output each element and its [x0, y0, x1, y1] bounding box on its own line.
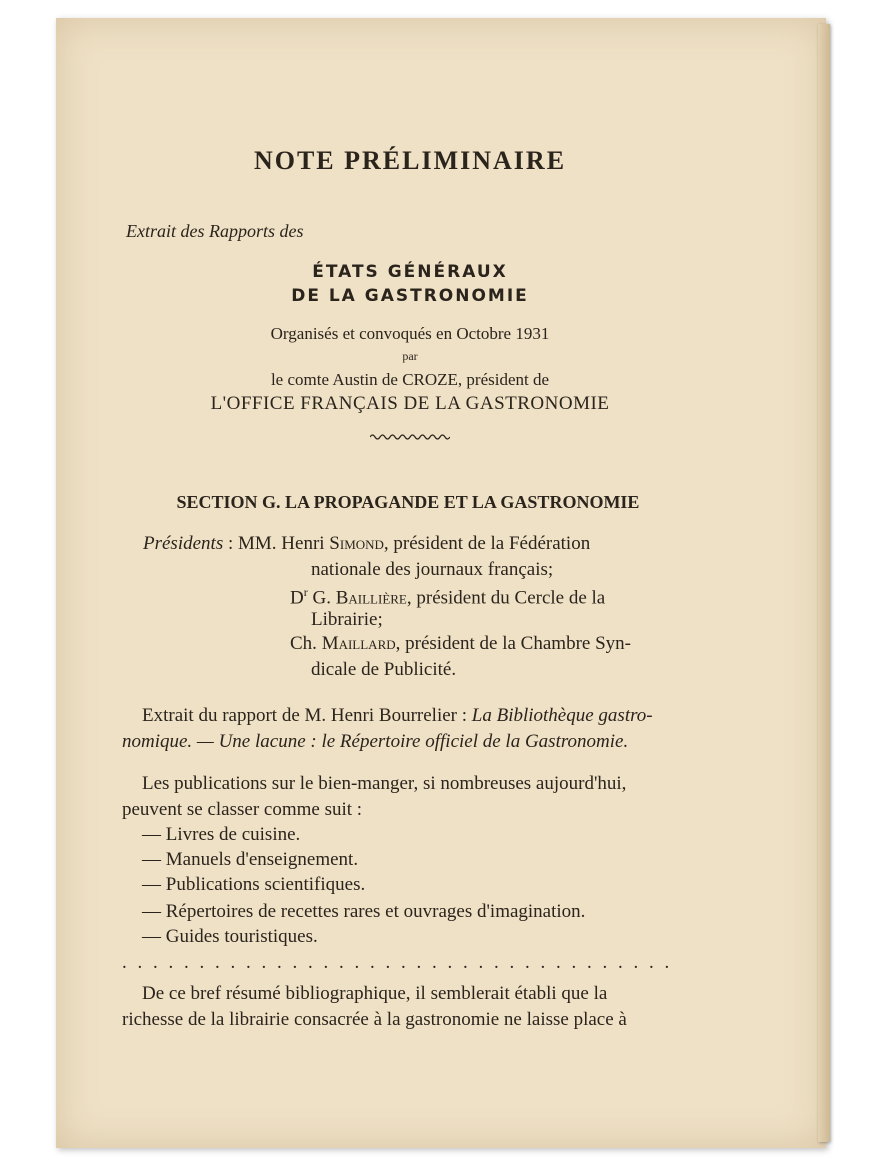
publications-intro-line1: Les publications sur le bien-manger, si nombreuses aujourd'hui, [142, 773, 627, 794]
paper-edge [818, 24, 830, 1142]
rapport-line1 [142, 705, 653, 727]
list-item: — Guides touristiques. [142, 926, 318, 947]
p2-rest: , président du Cercle de la [406, 587, 606, 609]
list-item: — Manuels d'enseignement. [142, 849, 359, 870]
rapport-line2-a: nomique. — Une lacune : [122, 731, 322, 752]
president-3-line1 [290, 633, 631, 655]
etats-generaux-line2: DE LA GASTRONOMIE [291, 286, 529, 306]
p1-name: Simond [329, 533, 384, 554]
rapport-line1-italic: La Bibliothèque gastro- [471, 705, 653, 726]
organises-line: Organisés et convoqués en Octobre 1931 [270, 324, 550, 343]
p2-name: Baillière [335, 587, 407, 609]
paper-page [56, 18, 826, 1148]
president-1-line1 [143, 533, 590, 555]
rapport-line2 [122, 731, 628, 753]
president-3-line2: dicale de Publicité. [311, 659, 457, 680]
p1-prefix: : MM. Henri [223, 533, 330, 554]
president-2-line2: Librairie; [311, 609, 383, 630]
ellipsis-dotted-line: . . . . . . . . . . . . . . . . . . . . . . . . . . . . . . . . . . . . [122, 952, 673, 973]
p1-rest: , président de la Fédération [383, 533, 591, 554]
list-item: — Livres de cuisine. [142, 824, 301, 845]
p3-name: Maillard [321, 633, 396, 654]
section-heading: SECTION G. LA PROPAGANDE ET LA GASTRONOMIE [176, 492, 640, 512]
p2-initial: G. [307, 587, 336, 609]
par-line: par [402, 349, 418, 363]
conclusion-line1: De ce bref résumé bibliographique, il semblerait établi que la [142, 983, 608, 1004]
p2-prefix: D [290, 587, 304, 609]
list-item: — Répertoires de recettes rares et ouvrages d'imagination. [142, 901, 586, 922]
list-item: — Publications scientifiques. [142, 874, 366, 895]
wavy-divider-ornament [370, 432, 450, 442]
president-2-line1 [290, 585, 605, 609]
comte-line: le comte Austin de CROZE, président de [270, 370, 550, 389]
conclusion-line2: richesse de la librairie consacrée à la gastronomie ne laisse place à [122, 1009, 627, 1030]
presidents-label: Présidents [143, 533, 224, 554]
p3-rest: , président de la Chambre Syn- [395, 633, 631, 654]
president-1-line2: nationale des journaux français; [311, 559, 554, 580]
p3-prefix: Ch. [290, 633, 322, 654]
publications-intro-line2: peuvent se classer comme suit : [122, 799, 363, 820]
etats-generaux-line1: ÉTATS GÉNÉRAUX [312, 262, 508, 282]
rapport-line2-b: le Répertoire officiel de la Gastronomie. [321, 731, 629, 752]
office-line: L'OFFICE FRANÇAIS DE LA GASTRONOMIE [210, 393, 610, 414]
extrait-line: Extrait des Rapports des [126, 221, 304, 241]
rapport-line1-plain: Extrait du rapport de M. Henri Bourrelier : [142, 705, 472, 726]
p2-sup: r [303, 585, 308, 599]
page-title: NOTE PRÉLIMINAIRE [253, 146, 567, 175]
